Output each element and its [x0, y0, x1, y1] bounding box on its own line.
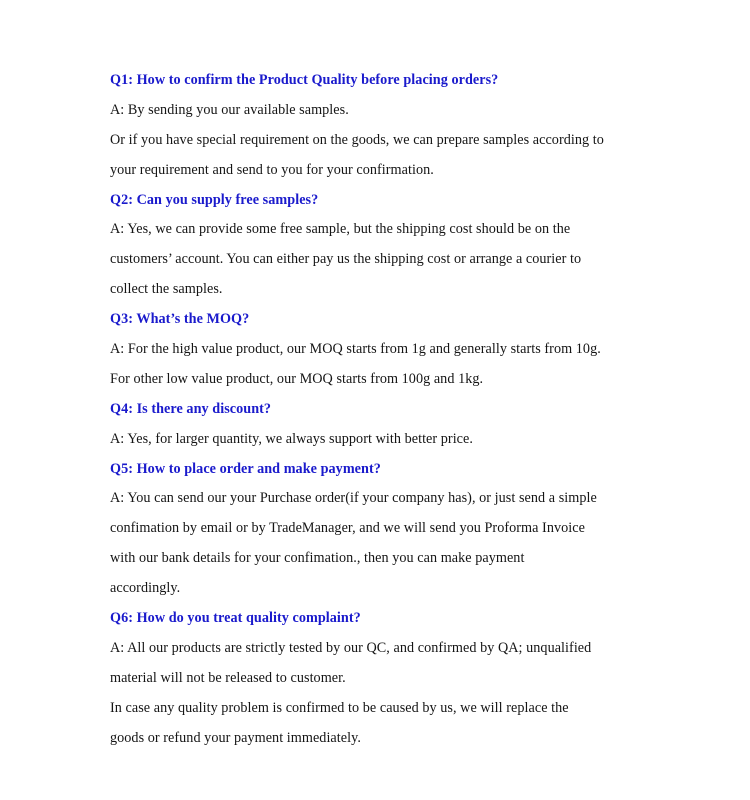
faq-item-q6: [110, 604, 650, 753]
faq-document: [110, 66, 650, 753]
faq-answer-line: with our bank details for your confimation., then you can make payment: [110, 550, 525, 567]
faq-answer-line: Or if you have special requirement on the goods, we can prepare samples according to: [110, 131, 604, 148]
faq-answer-line: A: For the high value product, our MOQ starts from 1g and generally starts from 10g.: [110, 341, 601, 358]
faq-question: Q6: How do you treat quality complaint?: [110, 610, 361, 627]
faq-item-q2: [110, 186, 650, 306]
faq-answer-line: your requirement and send to you for your confirmation.: [110, 161, 434, 178]
faq-answer-line: confimation by email or by TradeManager, and we will send you Proforma Invoice: [110, 520, 585, 537]
faq-answer-line: In case any quality problem is confirmed to be caused by us, we will replace the: [110, 699, 569, 716]
faq-answer-line: A: You can send our your Purchase order(if your company has), or just send a simple: [110, 490, 597, 507]
faq-answer-line: customers’ account. You can either pay us the shipping cost or arrange a courier to: [110, 251, 582, 268]
faq-answer-line: A: Yes, we can provide some free sample, but the shipping cost should be on the: [110, 221, 571, 238]
faq-item-q4: [110, 395, 650, 455]
faq-answer-line: material will not be released to customer.: [110, 669, 346, 686]
faq-question: Q4: Is there any discount?: [110, 400, 272, 417]
faq-answer-line: accordingly.: [110, 580, 181, 597]
faq-answer-line: A: By sending you our available samples.: [110, 101, 349, 118]
faq-answer-line: A: All our products are strictly tested by our QC, and confirmed by QA; unqualified: [110, 639, 592, 656]
faq-answer-line: A: Yes, for larger quantity, we always support with better price.: [110, 430, 473, 447]
faq-question: Q3: What’s the MOQ?: [110, 311, 250, 328]
faq-answer-line: collect the samples.: [110, 281, 223, 298]
faq-item-q3: [110, 305, 650, 395]
faq-question: Q2: Can you supply free samples?: [110, 191, 319, 208]
faq-answer-line: For other low value product, our MOQ starts from 100g and 1kg.: [110, 370, 484, 387]
faq-item-q5: [110, 455, 650, 604]
faq-question: Q1: How to confirm the Product Quality before placing orders?: [110, 72, 499, 88]
faq-item-q1: [110, 66, 650, 186]
faq-answer-line: goods or refund your payment immediately.: [110, 729, 361, 746]
faq-question: Q5: How to place order and make payment?: [110, 460, 381, 477]
